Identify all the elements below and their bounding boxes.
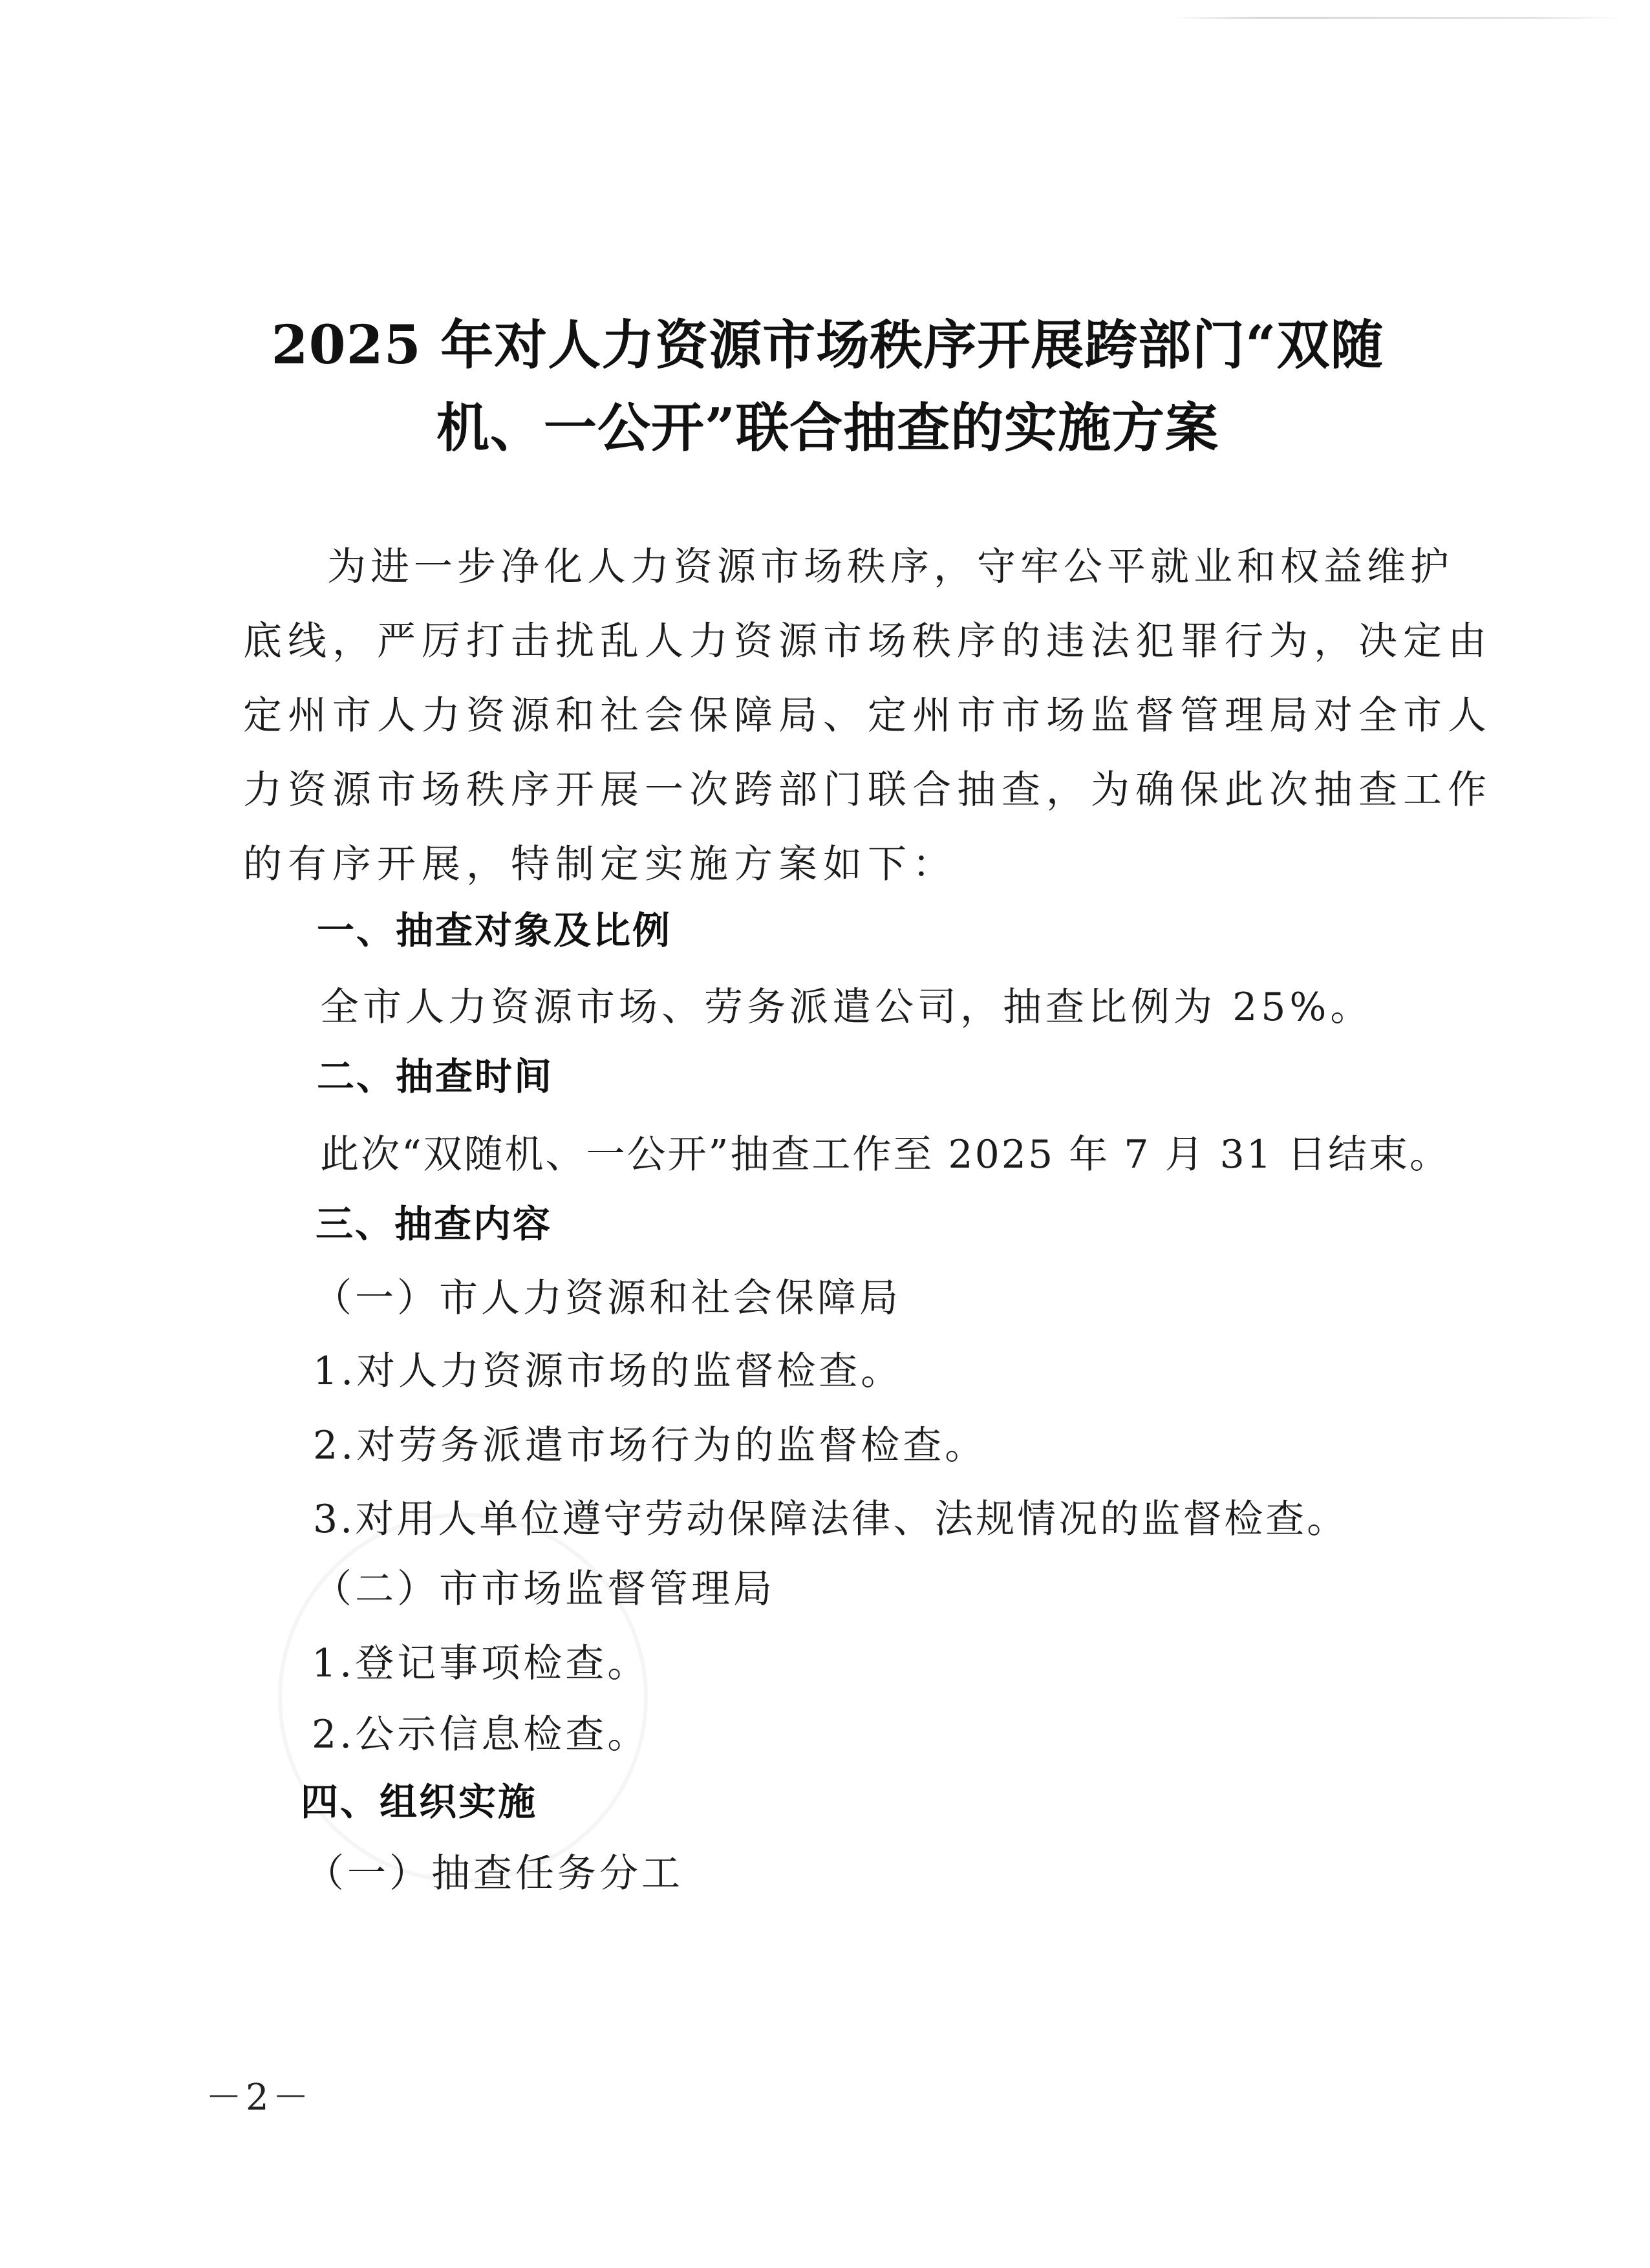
page-number: －2－	[206, 2077, 313, 2119]
section3-sub1-item-3: 3.对用人单位遵守劳动保障法律、法规情况的监督检查。	[313, 1497, 1349, 1542]
section1-heading: 一、抽查对象及比例	[317, 908, 672, 952]
intro-line-1: 为进一步净化人力资源市场秩序，守牢公平就业和权益维护	[327, 544, 1453, 590]
document-title	[246, 304, 1409, 469]
section3-sub1-item-2: 2.对劳务派遣市场行为的监督检查。	[313, 1423, 987, 1468]
section2-heading: 二、抽查时间	[317, 1054, 554, 1098]
scan-artifact-line	[1170, 17, 1623, 19]
section4-subheading-1: （一）抽查任务分工	[305, 1851, 683, 1896]
intro-line-5: 的有序开展，特制定实施方案如下：	[243, 842, 957, 887]
section3-sub2-item-1: 1.登记事项检查。	[312, 1641, 650, 1686]
intro-paragraph	[243, 530, 1492, 902]
intro-line-3: 定州市人力资源和社会保障局、定州市市场监督管理局对全市人	[243, 693, 1492, 738]
section3-sub2-item-2: 2.公示信息检查。	[312, 1712, 650, 1757]
section1-text: 全市人力资源市场、劳务派遣公司，抽查比例为 25%。	[320, 985, 1373, 1030]
section3-subheading-2: （二）市市场监督管理局	[313, 1567, 775, 1612]
section3-sub1-item-1: 1.对人力资源市场的监督检查。	[313, 1349, 903, 1394]
intro-line-4: 力资源市场秩序开展一次跨部门联合抽查，为确保此次抽查工作	[243, 767, 1492, 813]
section3-heading: 三、抽查内容	[316, 1202, 553, 1246]
section3-subheading-1: （一）市人力资源和社会保障局	[313, 1276, 901, 1321]
section2-text: 此次“双随机、一公开”抽查工作至 2025 年 7 月 31 日结束。	[320, 1132, 1450, 1177]
title-line-1: 2025 年对人力资源市场秩序开展跨部门“双随	[271, 314, 1384, 376]
title-line-2: 机、一公开”联合抽查的实施方案	[436, 397, 1219, 459]
intro-line-2: 底线，严厉打击扰乱人力资源市场秩序的违法犯罪行为，决定由	[243, 619, 1492, 664]
section4-heading: 四、组织实施	[301, 1780, 538, 1824]
